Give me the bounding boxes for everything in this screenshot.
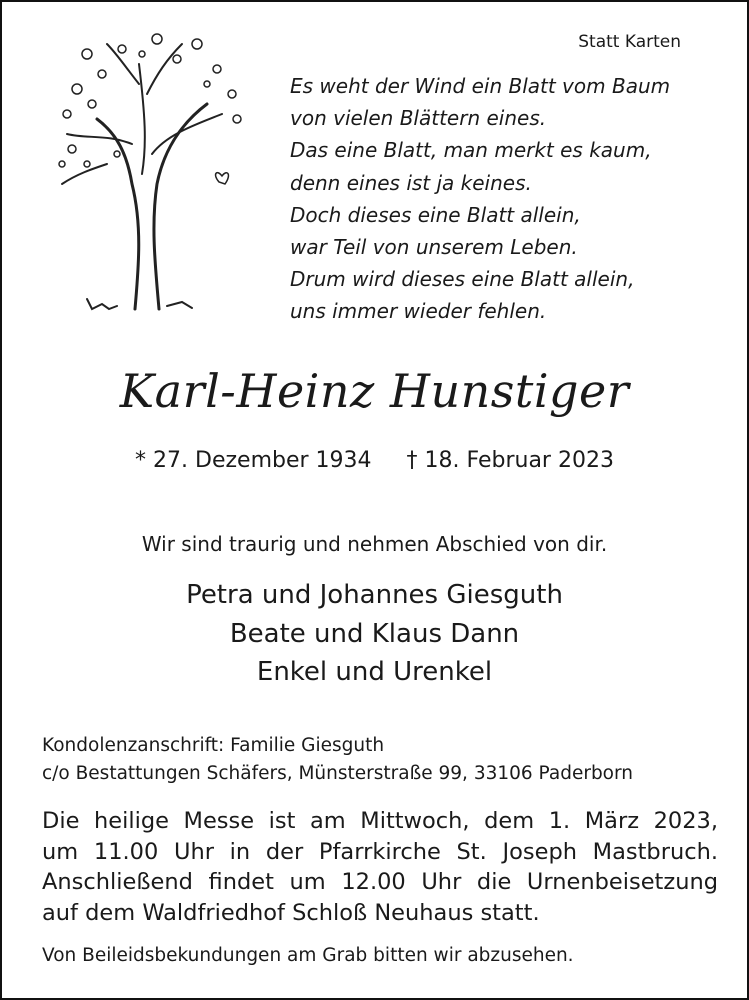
mourners-list [2, 576, 747, 692]
farewell-text: Wir sind traurig und nehmen Abschied von dir. [141, 532, 608, 556]
mass-line: auf dem Waldfriedhof Schloß Neuhaus statt. [42, 899, 540, 926]
mourner: Beate und Klaus Dann [229, 618, 520, 649]
closing-note: Von Beileidsbekundungen am Grab bitten wir abzusehen. [42, 945, 574, 966]
poem-line: uns immer wieder fehlen. [290, 299, 547, 324]
mourner: Petra und Johannes Giesguth [186, 580, 563, 610]
mass-announcement [42, 806, 718, 928]
mass-line: Die heilige Messe ist am Mittwoch, dem 1. März 2023, [42, 808, 718, 834]
poem-line: Drum wird dieses eine Blatt allein, [290, 267, 635, 292]
poem-line: Doch dieses eine Blatt allein, [290, 202, 581, 227]
poem-line: von vielen Blättern eines. [290, 106, 547, 131]
mourner: Enkel und Urenkel [256, 657, 493, 687]
poem-line: denn eines ist ja keines. [290, 170, 532, 195]
birth-date: * 27. Dezember 1934 [135, 448, 372, 473]
mass-line: Anschließend findet um 12.00 Uhr die Urnenbeisetzung [42, 869, 718, 895]
poem [290, 70, 670, 328]
mass-line: um 11.00 Uhr in der Pfarrkirche St. Joseph Mastbruch. [42, 838, 718, 865]
poem-line: Das eine Blatt, man merkt es kaum, [290, 138, 652, 163]
condolence-line: Kondolenzanschrift: Familie Giesguth [42, 735, 385, 756]
condolence-address [42, 732, 633, 788]
tree-illustration [47, 24, 257, 324]
death-date: † 18. Februar 2023 [406, 448, 614, 473]
statt-karten-label: Statt Karten [578, 32, 681, 52]
poem-line: war Teil von unserem Leben. [290, 235, 578, 260]
life-dates [2, 448, 747, 473]
poem-line: Es weht der Wind ein Blatt vom Baum [290, 74, 671, 98]
condolence-line: c/o Bestattungen Schäfers, Münsterstraße 99, 33106 Paderborn [42, 763, 634, 784]
deceased-name: Karl-Heinz Hunstiger [119, 364, 630, 418]
